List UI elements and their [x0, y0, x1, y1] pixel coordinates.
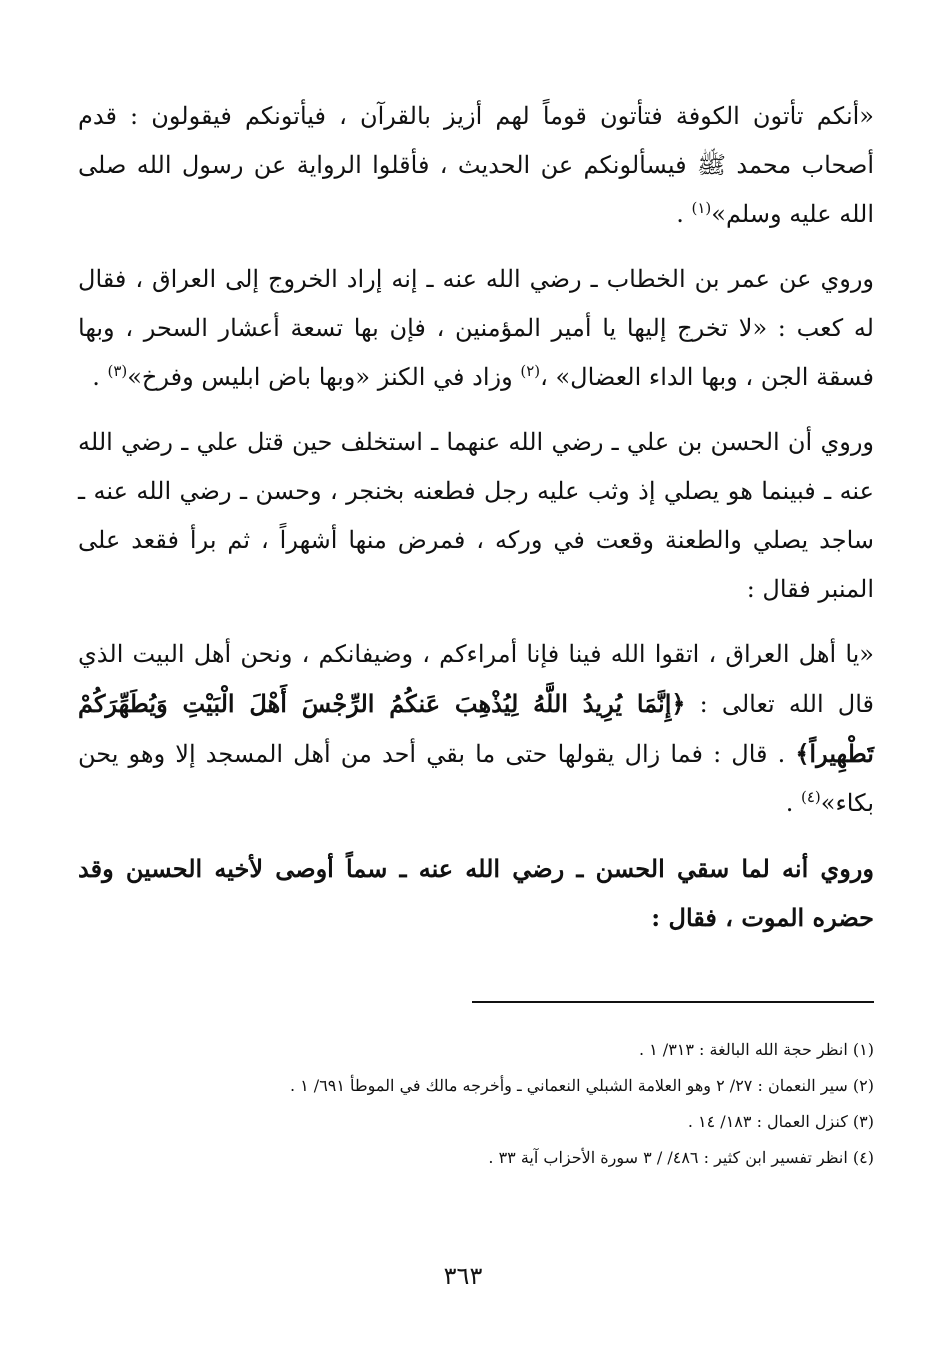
quran-verse: ﴿إِنَّمَا يُرِيدُ اللَّهُ لِيُذْهِبَ عَنكُمُ الرِّجْسَ أَهْلَ الْبَيْتِ وَيُطَهِّرَكُمْ تَطْهِيراً﴾ [78, 689, 874, 768]
footnote-3: (٣) كنزل العمال : ١٨٣/ ١٤ . [687, 1112, 874, 1131]
main-text [78, 92, 874, 958]
paragraph-text: «يا أهل العراق ، اتقوا الله فينا فإنا أمراءكم ، وضيفانكم ، ونحن أهل البيت الذي قال الله تعالى : [78, 640, 874, 718]
paragraph-text: . [676, 200, 692, 228]
paragraph-text: «أنكم تأتون الكوفة فتأتون قوماً لهم أزيز بالقرآن ، فيأتونكم فيقولون : قدم أصحاب محمد ﷺ فيسألونكم عن الحديث ، فأقلوا الرواية عن رسول الله صلى الله عليه وسلم» [78, 102, 874, 228]
footnote-ref: (١) [691, 199, 712, 217]
paragraph-text: . [92, 363, 108, 391]
footnote-ref: (٢) [520, 362, 541, 380]
paragraph-4 [78, 630, 874, 828]
footnote-ref: (٤) [801, 788, 821, 806]
paragraph-5: وروي أنه لما سقي الحسن ـ رضي الله عنه ـ سماً أوصى لأخيه الحسين وقد حضره الموت ، فقال : [78, 854, 874, 932]
footnote-1: (١) انظر حجة الله البالغة : ٣١٣/ ١ . [638, 1040, 874, 1059]
paragraph-2 [78, 255, 874, 402]
page-number: ٣٦٣ [443, 1262, 483, 1290]
footnote-4: (٤) انظر تفسير ابن كثير : ٤٨٦/ / ٣ سورة الأحزاب آية ٣٣ . [488, 1148, 874, 1167]
paragraph-1 [78, 92, 874, 239]
footnote-2: (٢) سير النعمان : ٢٧/ ٢ وهو العلامة الشبلي النعماني ـ وأخرجه مالك في الموطأ ٦٩١/ ١ . [289, 1076, 874, 1095]
paragraph-text: . [785, 789, 801, 817]
paragraph-text: وروي عن عمر بن الخطاب ـ رضي الله عنه ـ إنه إراد الخروج إلى العراق ، فقال له كعب : «لا تخرج إليها يا أمير المؤمنين ، فإن بها تسعة أعشار السحر ، وبها فسقة الجن ، وبها الداء العضال» ، [78, 265, 874, 391]
paragraph-3: وروي أن الحسن بن علي ـ رضي الله عنهما ـ استخلف حين قتل علي ـ رضي الله عنه ـ فبينما هو يصلي إذ وثب عليه رجل فطعنه بخنجر ، وحسن ـ رضي الله عنه ـ ساجد يصلي والطعنة وقعت في وركه ، فمرض منها أشهراً ، ثم برأ فقعد على المنبر فقال : [78, 428, 874, 603]
footnotes [78, 1032, 874, 1176]
footnote-ref: (٣) [107, 362, 128, 380]
footnote-divider [472, 1001, 874, 1003]
paragraph-text: . قال : فما زال يقولها حتى ما بقي أحد من أهل المسجد إلا وهو يحن بكاء» [78, 740, 874, 817]
paragraph-text: وزاد في الكنز «وبها باض ابليس وفرخ» [127, 363, 521, 391]
